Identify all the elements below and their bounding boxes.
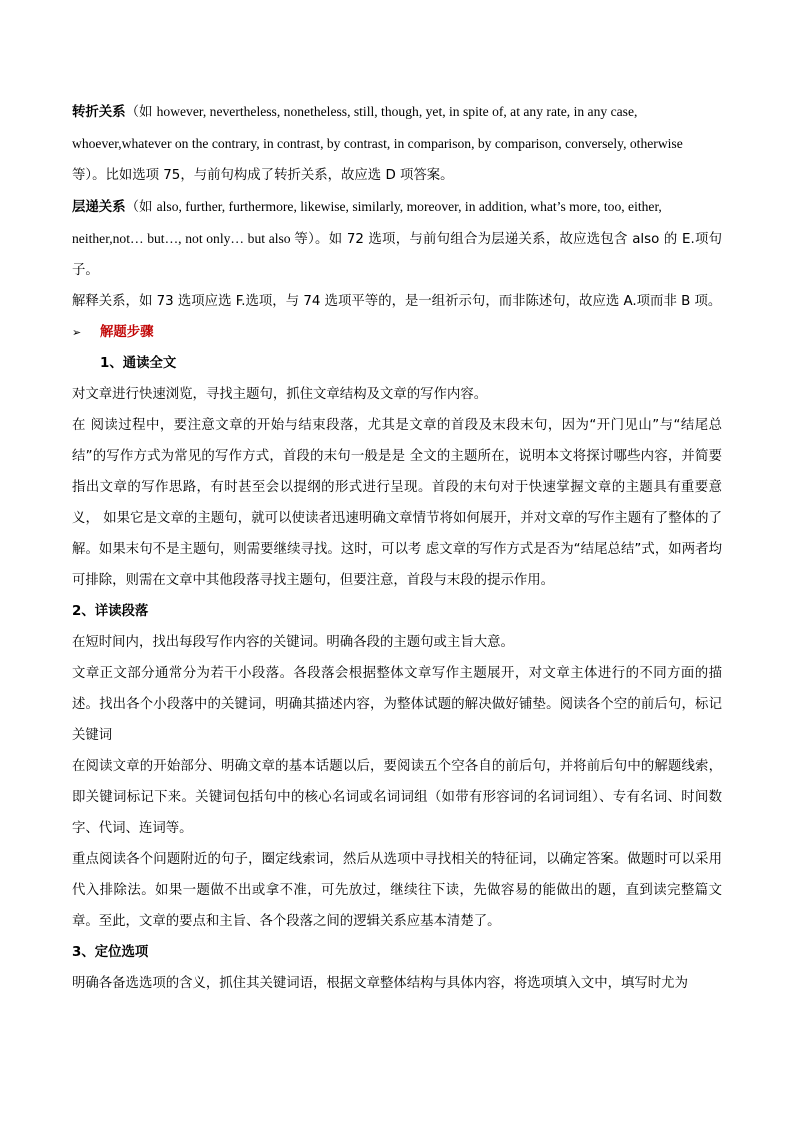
step2-paragraph-1: 在短时间内，找出每段写作内容的关键词。明确各段的主题句或主旨大意。 [72, 635, 514, 650]
progressive-open-paren: （如 [125, 200, 157, 215]
step1-heading: 1、通读全文 [100, 356, 177, 371]
progressive-examples-line1: also, further, furthermore, likewise, similarly, moreover, in addition, what’s more, too, either, [156, 199, 662, 214]
contrast-examples-line2: whoever,whatever on the contrary, in contrast, by contrast, in comparison, by comparison, conversely, otherwise [72, 136, 683, 151]
solving-steps-header [72, 317, 722, 348]
contrast-relation-term: 转折关系 [72, 105, 126, 120]
contrast-relation-paragraph [72, 96, 722, 191]
step2-heading: 2、详读段落 [72, 604, 149, 619]
explanatory-relation-paragraph: 解释关系，如 73 选项应选 F.选项，与 74 选项平等的，是一组祈示句，而非陈述句，故应选 A.项而非 B 项。 [72, 294, 722, 309]
progressive-relation-paragraph [72, 191, 722, 286]
step2-paragraph-4: 重点阅读各个问题附近的句子，圈定线索词，然后从选项中寻找相关的特征词，以确定答案。做题时可以采用代入排除法。如果一题做不出或拿不准，可先放过，继续往下读，先做容易的能做出的题，直到读完整篇文章。至此，文章的要点和主旨、各个段落之间的逻辑关系应基本清楚了。 [72, 852, 722, 929]
progressive-examples-line2: neither,not… but…, not only… but also 等 [72, 231, 309, 246]
contrast-examples-line1: however, nevertheless, nonetheless, still, though, yet, in spite of, at any rate, in any case, [156, 104, 638, 119]
progressive-relation-explanation: ）。如 72 选项，与前句组合为层递关系，故应选包含 also 的 E.项句子。 [72, 232, 722, 278]
step1-paragraph-1: 对文章进行快速浏览，寻找主题句，抓住文章结构及文章的写作内容。 [72, 387, 488, 402]
step1-paragraph-2: 在 阅读过程中，要注意文章的开始与结束段落，尤其是文章的首段及末段末句，因为“开门见山”与“结尾总结”的写作方式为常见的写作方式，首段的末句一般是是 全文的主题所在，说明本文将探讨哪些内容，并简要指出文章的写作思路，有时甚至会以提纲的形式进行呈现。首段的末句对于快速掌握文章的主题具有重要意义， 如果它是文章的主题句，就可以使读者迅速明确文章情节将如何展开，并对文章的写作主题有了整体的了解。如果末句不是主题句，则需要继续寻找。这时，可以考 虑文章的写作方式是否为“结尾总结”式，如两者均可排除，则需在文章中其他段落寻找主题句，但要注意，首段与末段的提示作用。 [72, 418, 722, 588]
solving-steps-title: 解题步骤 [100, 325, 154, 340]
progressive-relation-term: 层递关系 [72, 200, 126, 215]
step2-paragraph-2: 文章正文部分通常分为若干小段落。各段落会根据整体文章写作主题展开，对文章主体进行的不同方面的描述。找出各个小段落中的关键词，明确其描述内容，为整体试题的解决做好铺垫。阅读各个空的前后句，标记关键词 [72, 666, 722, 743]
step2-paragraph-3: 在阅读文章的开始部分、明确文章的基本话题以后，要阅读五个空各自的前后句，并将前后句中的解题线索，即关键词标记下来。关键词包括句中的核心名词或名词词组（如带有形容词的名词词组）、专有名词、时间数字、代词、连词等。 [72, 759, 722, 836]
right-arrow-bullet-icon: ➢ [72, 326, 82, 339]
contrast-open-paren: （如 [125, 105, 157, 120]
step3-paragraph-1: 明确各备选选项的含义，抓住其关键词语，根据文章整体结构与具体内容，将选项填入文中，填写时尤为 [72, 976, 688, 991]
contrast-relation-explanation: 等）。比如选项 75，与前句构成了转折关系，故应选 D 项答案。 [72, 168, 454, 183]
step3-heading: 3、定位选项 [72, 945, 149, 960]
document-page [72, 96, 722, 999]
